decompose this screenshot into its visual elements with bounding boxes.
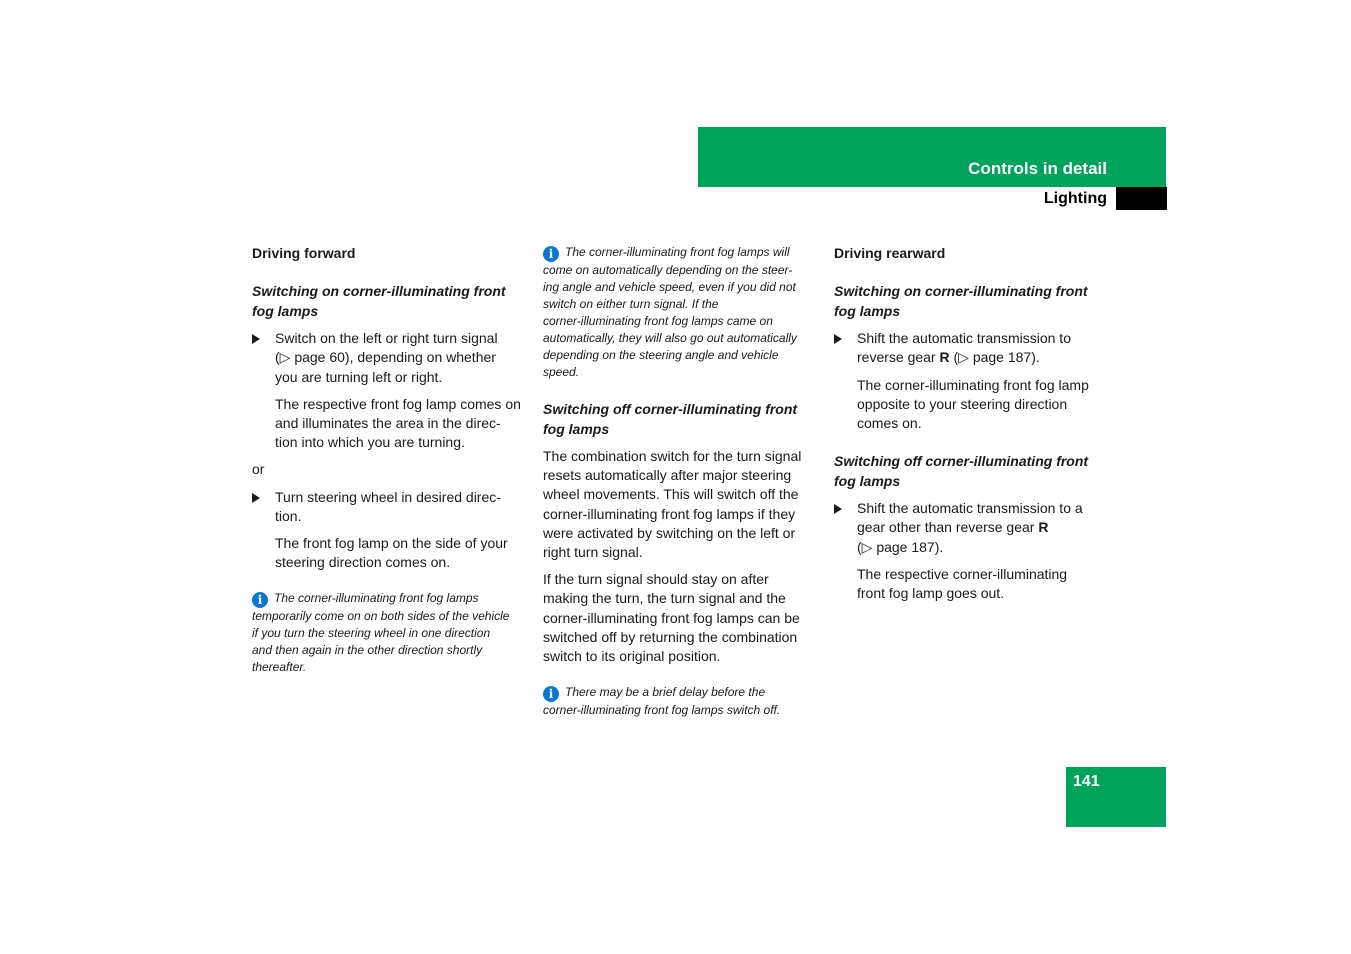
instruction-step xyxy=(252,329,526,387)
note-line: The corner-illuminating front fog lamps will xyxy=(565,245,790,259)
para-line: resets automatically after major steering xyxy=(543,467,792,484)
step-result xyxy=(252,395,526,453)
subheading-switching-on: Switching on corner-illuminating front fog lamps xyxy=(834,283,1088,320)
step-arrow-icon xyxy=(252,334,260,344)
section-title: Controls in detail xyxy=(968,159,1107,178)
step-line: Shift the automatic transmission to xyxy=(857,330,1071,347)
info-note xyxy=(252,590,526,676)
para-line: switch to its original position. xyxy=(543,648,721,665)
instruction-step xyxy=(834,329,1108,367)
info-icon xyxy=(252,592,268,608)
subheading-switching-on: Switching on corner-illuminating front fog lamps xyxy=(252,283,506,320)
note-line: temporarily come on on both sides of the vehicle xyxy=(252,609,510,624)
note-line: ing angle and vehicle speed, even if you did not xyxy=(543,280,796,294)
para-line: switched off by returning the combination xyxy=(543,628,798,645)
note-line: come on automatically depending on the steer- xyxy=(543,263,793,277)
note-line: speed. xyxy=(543,365,580,379)
step-arrow-icon xyxy=(834,504,842,514)
note-line: There may be a brief delay before the xyxy=(565,685,766,700)
paragraph xyxy=(543,447,817,562)
note-line: if you turn the steering wheel in one direction xyxy=(252,626,491,641)
para-line: corner-illuminating front fog lamps can be xyxy=(543,609,800,626)
page-number: 141 xyxy=(1073,773,1100,790)
step-line: (▷ page 187). xyxy=(949,349,1040,366)
result-line: The corner-illuminating front fog lamp xyxy=(857,376,1089,393)
paragraph xyxy=(543,570,817,666)
result-line: opposite to your steering direction xyxy=(857,395,1068,412)
step-result xyxy=(834,376,1108,434)
result-line: and illuminates the area in the direc- xyxy=(275,415,501,432)
para-line: wheel movements. This will switch off the xyxy=(543,486,799,503)
para-line: right turn signal. xyxy=(543,544,643,561)
note-line: automatically, they will also go out automatically xyxy=(543,331,797,345)
subheading-switching-off: Switching off corner-illuminating front fog lamps xyxy=(543,401,798,437)
heading-driving-rearward: Driving rearward xyxy=(834,245,946,261)
gear-label: R xyxy=(939,349,950,366)
note-line: corner-illuminating front fog lamps switch off. xyxy=(543,703,781,718)
result-line: front fog lamp goes out. xyxy=(857,585,1005,602)
subheading-switching-off: Switching off corner-illuminating front fog lamps xyxy=(834,453,1089,490)
note-line: The corner-illuminating front fog lamps xyxy=(274,591,479,606)
result-line: The respective front fog lamp comes on xyxy=(275,395,521,412)
para-line: The combination switch for the turn signal xyxy=(543,448,802,464)
column-left xyxy=(252,244,526,676)
page-number-box xyxy=(1066,767,1166,827)
result-line: The respective corner-illuminating xyxy=(857,565,1068,582)
step-line: you are turning left or right. xyxy=(275,368,443,385)
step-arrow-icon xyxy=(834,334,842,344)
step-result xyxy=(252,534,526,572)
result-line: The front fog lamp on the side of your xyxy=(275,535,508,552)
gear-label: R xyxy=(1038,519,1049,536)
note-line: switch on either turn signal. If the xyxy=(543,297,719,311)
result-line: tion into which you are turning. xyxy=(275,434,465,451)
step-arrow-icon xyxy=(252,493,260,503)
or-text: or xyxy=(252,461,265,478)
instruction-step xyxy=(834,499,1108,557)
info-icon xyxy=(543,246,559,262)
result-line: steering direction comes on. xyxy=(275,554,451,571)
step-line: (▷ page 187). xyxy=(857,538,944,555)
step-line: Switch on the left or right turn signal xyxy=(275,330,498,347)
note-line: and then again in the other direction shortly xyxy=(252,643,483,658)
info-note xyxy=(543,244,817,381)
thumb-tab xyxy=(1116,187,1167,210)
heading-driving-forward: Driving forward xyxy=(252,245,356,261)
para-line: corner-illuminating front fog lamps if they xyxy=(543,505,796,522)
step-line: Turn steering wheel in desired direc- xyxy=(275,488,501,505)
step-line: (▷ page 60), depending on whether xyxy=(275,349,496,366)
subsection-title: Lighting xyxy=(1043,190,1107,207)
info-icon xyxy=(543,686,559,702)
note-line: thereafter. xyxy=(252,660,307,675)
step-line: Shift the automatic transmission to a xyxy=(857,500,1083,517)
column-middle xyxy=(543,244,817,719)
instruction-step xyxy=(252,488,526,526)
step-result xyxy=(834,565,1108,603)
note-line: depending on the steering angle and vehicle xyxy=(543,348,779,362)
step-line: reverse gear xyxy=(857,349,940,366)
para-line: making the turn, the turn signal and the xyxy=(543,590,786,607)
column-right xyxy=(834,244,1108,603)
note-line: corner-illuminating front fog lamps came on xyxy=(543,314,773,328)
info-note xyxy=(543,684,817,719)
step-line: tion. xyxy=(275,507,302,524)
step-line: gear other than reverse gear xyxy=(857,519,1039,536)
para-line: were activated by switching on the left or xyxy=(543,524,796,541)
para-line: If the turn signal should stay on after xyxy=(543,571,769,588)
result-line: comes on. xyxy=(857,415,922,432)
